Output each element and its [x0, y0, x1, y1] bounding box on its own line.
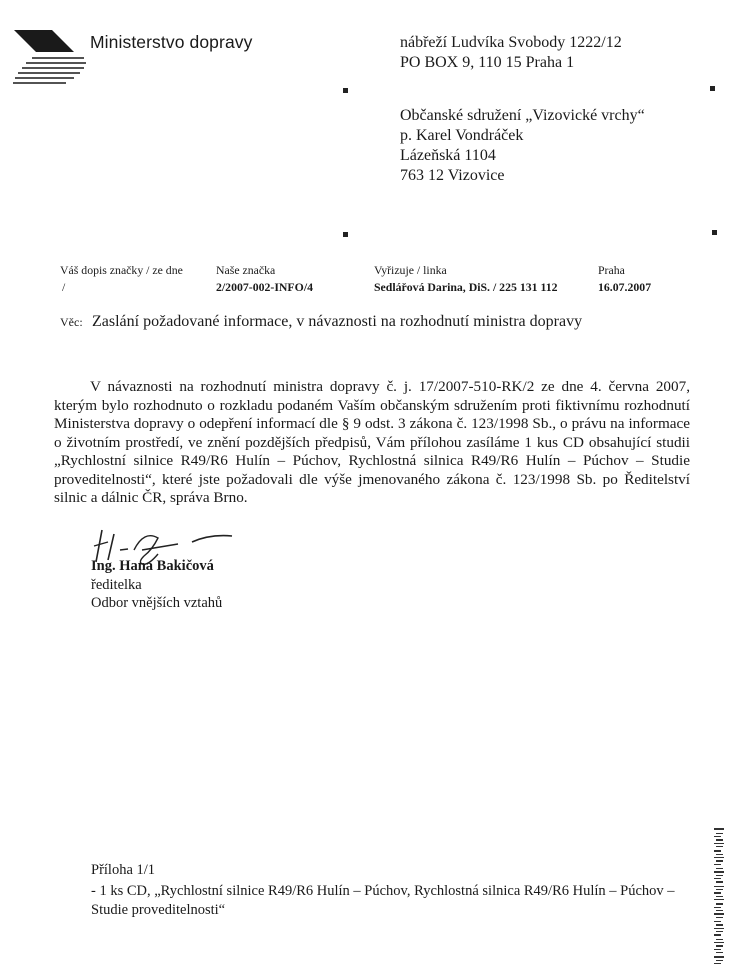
barcode-bar	[716, 910, 723, 911]
date-value: 16.07.2007	[598, 280, 652, 294]
barcode-bar	[716, 868, 723, 869]
edge-barcode-marks	[714, 828, 724, 968]
barcode-bar	[714, 942, 724, 943]
recipient-line: Občanské sdružení „Vizovické vrchy“	[400, 107, 645, 124]
barcode-bar	[714, 886, 724, 887]
barcode-bar	[716, 960, 723, 961]
signer-title: ředitelka	[91, 577, 142, 593]
barcode-bar	[716, 889, 723, 890]
sender-address-line: nábřeží Ludvíka Svobody 1222/12	[400, 34, 622, 51]
barcode-bar	[716, 903, 723, 905]
recipient-line: Lázeňská 1104	[400, 147, 496, 164]
barcode-bar	[714, 907, 721, 908]
barcode-bar	[714, 956, 724, 958]
recipient-line: 763 12 Vizovice	[400, 167, 505, 184]
our-ref-label: Naše značka	[216, 263, 276, 277]
recipient-line: p. Karel Vondráček	[400, 127, 524, 144]
your-ref-value: /	[62, 280, 66, 294]
barcode-bar	[714, 857, 724, 858]
barcode-bar	[714, 864, 721, 865]
barcode-bar	[716, 924, 723, 926]
your-ref-label: Váš dopis značky / ze dne	[60, 263, 183, 277]
barcode-bar	[714, 934, 721, 936]
barcode-bar	[714, 913, 724, 915]
barcode-bar	[714, 836, 721, 837]
body-paragraph: V návaznosti na rozhodnutí ministra dopravy č. j. 17/2007-510-RK/2 ze dne 4. června 2007, kterým bylo rozhodnuto o rozkladu podaném Vaším občanským sdružením proti fiktivnímu rozhodnutí Ministerstva dopravy o odepření informací dle § 9 odst. 3 zákona č. 123/1998 Sb., o právu na informace o životním prostředí, ve znění pozdějších předpisů, Vám přílohou zasíláme 1 kus CD obsahující studii „Rychlostní silnice R49/R6 Hulín – Púchov, Rychlostná silnica R49/R6 Hulín – Púchov – Studie proveditelnosti“, které jste požadovali dle výše jmenovaného zákona č. 123/1998 Sb. po Ředitelství silnic a dálnic ČR, správa Brno.	[54, 378, 690, 506]
barcode-bar	[714, 892, 721, 894]
fold-mark	[343, 232, 348, 237]
barcode-bar	[716, 881, 723, 883]
fold-mark	[710, 86, 715, 91]
barcode-bar	[716, 939, 723, 940]
barcode-bar	[714, 928, 724, 929]
barcode-bar	[716, 931, 723, 932]
barcode-bar	[716, 833, 723, 834]
handler-label: Vyřizuje / linka	[374, 263, 447, 277]
barcode-bar	[716, 945, 723, 947]
barcode-bar	[714, 949, 721, 950]
barcode-bar	[714, 878, 721, 879]
our-ref-value: 2/2007-002-INFO/4	[216, 280, 313, 294]
barcode-bar	[716, 846, 723, 847]
barcode-bar	[714, 963, 721, 964]
subject-text: Zaslání požadované informace, v návaznosti na rozhodnutí ministra dopravy	[92, 313, 583, 330]
sender-address	[400, 33, 622, 73]
recipient-address	[400, 106, 645, 186]
barcode-bar	[716, 860, 723, 862]
place-label: Praha	[598, 263, 625, 277]
handler-value: Sedlářová Darina, DiS. / 225 131 112	[374, 280, 558, 294]
barcode-bar	[716, 917, 723, 918]
ministry-transport-logo	[12, 28, 90, 88]
barcode-bar	[714, 921, 721, 922]
signer-department: Odbor vnějších vztahů	[91, 595, 223, 611]
barcode-bar	[714, 899, 724, 900]
barcode-bar	[714, 843, 724, 844]
attachment-label: Příloha 1/1	[91, 862, 156, 878]
sender-address-line: PO BOX 9, 110 15 Praha 1	[400, 54, 575, 71]
barcode-bar	[716, 875, 723, 876]
barcode-bar	[714, 850, 721, 852]
barcode-bar	[714, 871, 724, 873]
organization-name: Ministerstvo dopravy	[90, 32, 253, 52]
attachment-item: - 1 ks CD, „Rychlostní silnice R49/R6 Hulín – Púchov, Rychlostná silnica R49/R6 Hulín – Púchov – Studie proveditelnosti“	[91, 883, 675, 918]
barcode-bar	[716, 952, 723, 953]
barcode-bar	[716, 896, 723, 897]
subject-label: Věc:	[60, 315, 83, 329]
signer-name: Ing. Hana Bakičová	[91, 558, 214, 574]
barcode-bar	[716, 854, 723, 855]
barcode-bar	[714, 828, 724, 830]
fold-mark	[343, 88, 348, 93]
barcode-bar	[716, 839, 723, 841]
fold-mark	[712, 230, 717, 235]
